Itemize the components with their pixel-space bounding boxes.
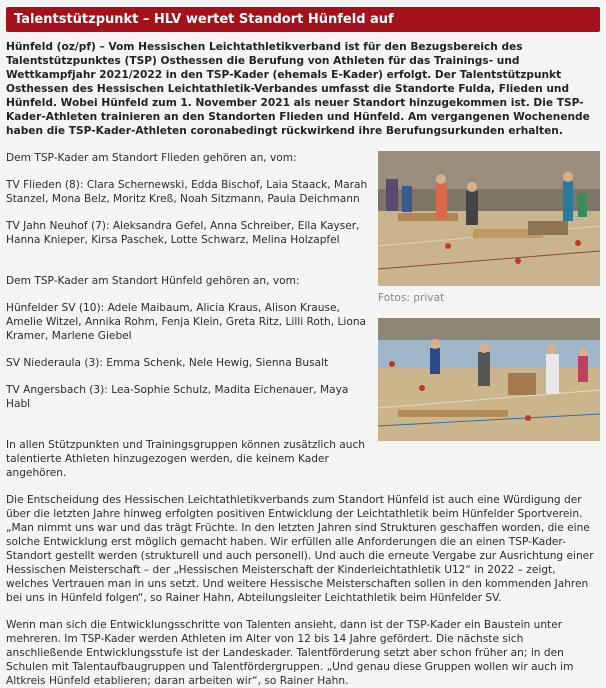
article-intro: Hünfeld (oz/pf) – Vom Hessischen Leichtathletikverband ist für den Bezugsbereich des Talentstützpunktes (TSP) Osthessen die Berufung von Athleten für das Trainings- und Wettkampfjahr 2021/2022 in den TSP-Kader (ehemals E-Kader) erfolgt. Der Talentstützpunkt Osthessen des Hessischen Leichtathletik-Verbandes umfasst die Standorte Fulda, Flieden und Hünfeld. Wobei Hünfeld zum 1. November 2021 als neuer Standort hinzugekommen ist. Die TSP-Kader-Athleten trainieren an den Standorten Flieden und Hünfeld. Am vergangenen Wochenende haben die TSP-Kader-Athleten coronabedingt rückwirkend ihre Berufungsurkunden erhalten. [6, 41, 590, 137]
training-photo-huenfeld [378, 318, 600, 441]
huenfeld-club-huenfelder-sv: Hünfelder SV (10): Adele Maibaum, Alicia Kraus, Alison Krause, Amelie Witzel, Annika Rohm, Fenja Klein, Greta Ritz, Lilli Roth, Liona Kramer, Marlene Giebel [6, 302, 367, 342]
flieden-heading: Dem TSP-Kader am Standort Flieden gehören an, vom: [6, 152, 297, 164]
athlete-lists [6, 151, 370, 493]
body-paragraph-2: Wenn man sich die Entwicklungsschritte von Talenten ansieht, dann ist der TSP-Kader ein Baustein unter mehreren. Im TSP-Kader werden Athleten im Alter von 12 bis 14 Jahre gefördert. Die nächste sich anschließende Entwicklungsstufe ist der Landeskader. Talentförderung setzt aber schon früher an; in den Schulen mit Talentaufbaugruppen und Talentfördergruppen. „Und genau diese Gruppen wollen wir auch im Altkreis Hünfeld etablieren; daran arbeiten wir“, so Rainer Hahn. [6, 619, 574, 687]
body-paragraph-1: Die Entscheidung des Hessischen Leichtathletikverbands zum Standort Hünfeld ist auch eine Würdigung der über die letzten Jahre hinweg erfolgten positiven Entwicklung der Leichtathletik beim Hünfelder Sportverein. „Man nimmt uns war und das trägt Früchte. In den letzten Jahren sind Strukturen geschaffen worden, die eine solche Entwicklung erst möglich gemacht haben. Wir erfüllen alle Anforderungen die an einen TSP-Kader-Standort gestellt werden (strukturell und auch personell). Und auch die erneute Vergabe zur Ausrichtung einer Hessischen Meisterschaft – der „Hessischen Meisterschaft der Kinderleichtathletik U12“ in 2022 – zeigt, welches Vertrauen man in uns setzt. Und weitere Hessische Meisterschaften sollen in den kommenden Jahren bei uns in Hünfeld folgen“, so Rainer Hahn, Abteilungsleiter Leichtathletik beim Hünfelder SV. [6, 494, 594, 604]
article-title: Talentstützpunkt – HLV wertet Standort Hünfeld auf [6, 7, 600, 32]
stuetzpunkte-note: In allen Stützpunkten und Trainingsgruppen können zusätzlich auch talentierte Athleten hinzugezogen werden, die keinem Kader angehören. [6, 439, 366, 479]
photo-caption: Fotos: privat [378, 292, 445, 304]
two-column-section [6, 151, 600, 493]
photo-column [378, 151, 600, 493]
huenfeld-heading: Dem TSP-Kader am Standort Hünfeld gehören an, vom: [6, 275, 300, 287]
flieden-club-tv-flieden: TV Flieden (8): Clara Schernewski, Edda Bischof, Laia Staack, Marah Stanzel, Mona Belz, Moritz Kreß, Noah Sitzmann, Paula Deichmann [6, 179, 368, 205]
huenfeld-club-tv-angersbach: TV Angersbach (3): Lea-Sophie Schulz, Madita Eichenauer, Maya Habl [6, 384, 349, 410]
training-photo-flieden [378, 151, 600, 286]
flieden-club-tv-jahn-neuhof: TV Jahn Neuhof (7): Aleksandra Gefel, Anna Schreiber, Ella Kayser, Hanna Knieper, Kirsa Paschek, Lotte Schwarz, Melina Holzapfel [6, 220, 360, 246]
huenfeld-club-sv-niederaula: SV Niederaula (3): Emma Schenk, Nele Hewig, Sienna Busalt [6, 357, 329, 369]
article-body [6, 493, 600, 688]
